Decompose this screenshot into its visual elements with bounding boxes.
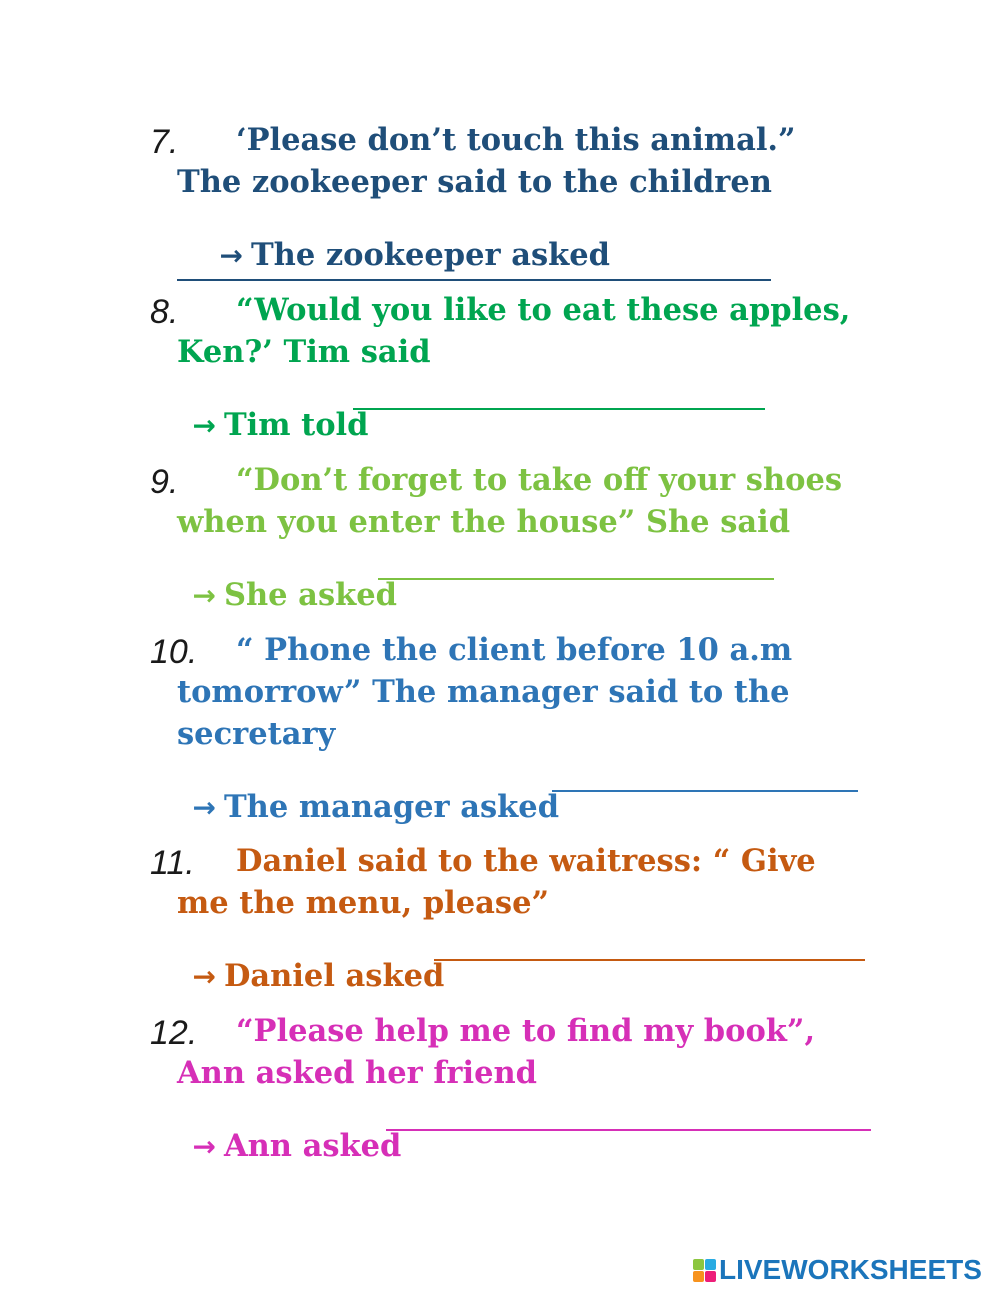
question-text-line: when you enter the house” She said	[177, 504, 791, 540]
answer-prefix: Ann asked	[223, 1127, 402, 1164]
answer-prefix: Daniel asked	[223, 957, 445, 994]
answer-blank[interactable]	[378, 578, 774, 580]
question-number: 12.	[150, 1014, 198, 1052]
question-text-line: “ Phone the client before 10 a.m	[236, 632, 793, 668]
answer-line	[150, 930, 444, 1022]
arrow-right-icon: →	[192, 959, 216, 993]
question-text-line: Ken?’ Tim said	[177, 334, 431, 370]
answer-line	[150, 379, 368, 471]
question-number: 11.	[150, 844, 195, 882]
arrow-right-icon: →	[192, 408, 216, 442]
logo-text: LIVEWORKSHEETS	[719, 1254, 982, 1285]
answer-blank[interactable]	[552, 790, 858, 792]
logo-mark-icon	[693, 1259, 716, 1282]
question-text-line: “Would you like to eat these apples,	[236, 292, 851, 328]
question-text-line: Daniel said to the waitress: “ Give	[236, 843, 816, 879]
arrow-right-icon: →	[192, 578, 216, 612]
question-text-line: Ann asked her friend	[177, 1055, 537, 1091]
liveworksheets-logo	[693, 1255, 982, 1285]
arrow-right-icon: →	[192, 790, 216, 824]
question-text-line: The zookeeper said to the children	[177, 164, 772, 200]
arrow-right-icon: →	[219, 238, 243, 272]
answer-blank[interactable]	[177, 279, 771, 281]
arrow-right-icon: →	[192, 1129, 216, 1163]
question-number: 9.	[150, 463, 179, 501]
question-text-line: me the menu, please”	[177, 885, 550, 921]
question-text-line: ‘Please don’t touch this animal.”	[236, 122, 796, 158]
answer-line	[150, 1100, 401, 1192]
question-number: 10.	[150, 633, 198, 671]
question-text-line: tomorrow” The manager said to the	[177, 674, 790, 710]
answer-blank[interactable]	[386, 1129, 871, 1131]
answer-prefix: The manager asked	[223, 788, 560, 825]
answer-line	[150, 761, 559, 853]
answer-blank[interactable]	[434, 959, 865, 961]
answer-prefix: Tim told	[223, 406, 369, 443]
answer-prefix: The zookeeper asked	[250, 236, 611, 273]
question-text-line: “Please help me to find my book”,	[236, 1013, 816, 1049]
question-number: 7.	[150, 123, 179, 161]
answer-prefix: She asked	[223, 576, 397, 613]
answer-line	[177, 209, 610, 301]
answer-line	[150, 549, 397, 641]
question-text-line: “Don’t forget to take off your shoes	[236, 462, 843, 498]
question-text-line: secretary	[177, 716, 336, 752]
answer-blank[interactable]	[353, 408, 765, 410]
question-number: 8.	[150, 293, 179, 331]
